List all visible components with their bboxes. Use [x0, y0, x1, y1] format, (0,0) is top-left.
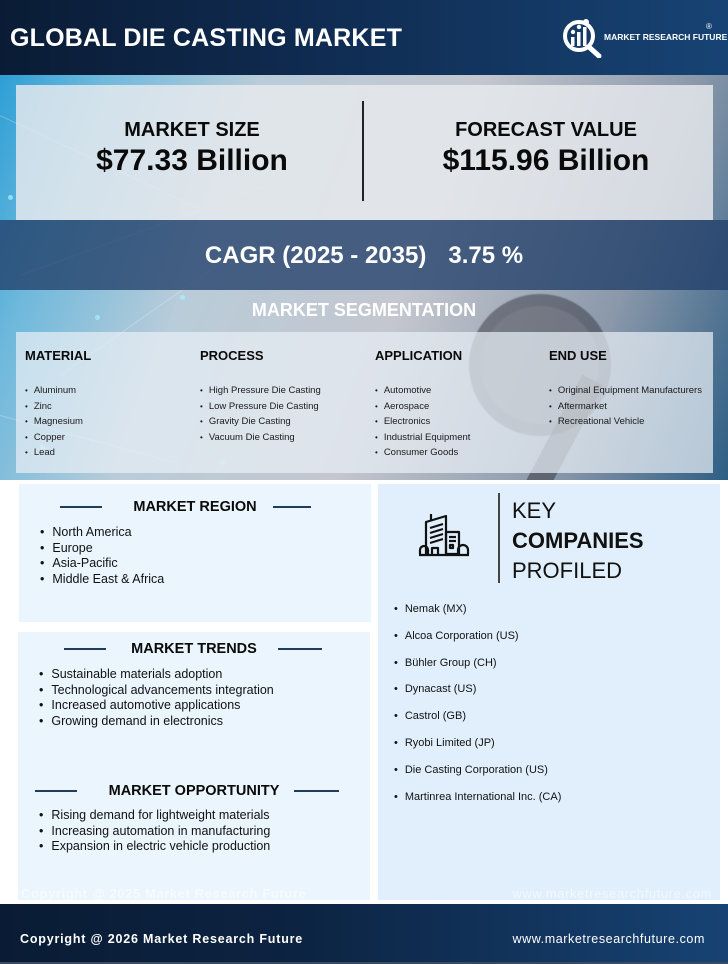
segment-heading: END USE — [549, 348, 607, 363]
company-item: • Die Casting Corporation (US) — [394, 763, 561, 790]
segment-item: • Copper — [25, 430, 195, 446]
cagr-band — [0, 220, 728, 290]
segment-item: • Aluminum — [25, 383, 195, 399]
watermark-url: www.marketresearchfuture.com — [512, 886, 712, 901]
segment-list — [200, 383, 370, 445]
key-companies-panel — [378, 484, 720, 900]
company-item: • Martinrea International Inc. (CA) — [394, 790, 561, 817]
key-title-line: COMPANIES — [512, 528, 644, 553]
segment-item: • Gravity Die Casting — [200, 414, 370, 430]
forecast-value: $115.96 Billion — [442, 144, 650, 177]
region-list — [40, 525, 164, 587]
cagr-label: CAGR (2025 - 2035) — [204, 242, 427, 269]
segment-item: • Vacuum Die Casting — [200, 430, 370, 446]
stats-box — [16, 85, 713, 220]
segment-item: • Automotive — [375, 383, 545, 399]
company-item: • Bühler Group (CH) — [394, 656, 561, 683]
segment-item: • High Pressure Die Casting — [200, 383, 370, 399]
segment-item: • Aerospace — [375, 399, 545, 415]
trend-item: • Increased automotive applications — [39, 698, 274, 714]
segment-item: • Industrial Equipment — [375, 430, 545, 446]
trend-item: • Growing demand in electronics — [39, 714, 274, 730]
segment-item: • Lead — [25, 445, 195, 461]
opportunity-item: • Expansion in electric vehicle production — [39, 839, 270, 855]
market-region-title: MARKET REGION — [133, 499, 257, 515]
building-icon — [418, 510, 474, 562]
segment-heading: PROCESS — [200, 348, 264, 363]
key-companies-divider — [498, 493, 500, 583]
segment-item: • Low Pressure Die Casting — [200, 399, 370, 415]
segment-item: • Zinc — [25, 399, 195, 415]
segment-heading: APPLICATION — [375, 348, 463, 363]
segment-list — [549, 383, 714, 430]
registered-mark: ® — [706, 22, 712, 31]
heading-rule — [278, 648, 322, 650]
heading-rule — [294, 790, 339, 792]
segment-item: • Electronics — [375, 414, 545, 430]
company-item: • Ryobi Limited (JP) — [394, 736, 561, 763]
cagr-value: 3.75 % — [448, 242, 524, 269]
region-item: • Middle East & Africa — [40, 572, 164, 588]
stats-divider — [362, 101, 364, 201]
company-item: • Castrol (GB) — [394, 709, 561, 736]
network-dot-decoration — [8, 195, 13, 200]
market-size-stat — [22, 119, 362, 178]
mrf-logo[interactable] — [562, 18, 728, 58]
company-item: • Dynacast (US) — [394, 682, 561, 709]
market-opportunity-title: MARKET OPPORTUNITY — [108, 783, 280, 799]
region-item: • North America — [40, 525, 164, 541]
segment-item: • Recreational Vehicle — [549, 414, 714, 430]
segment-end-use — [549, 348, 714, 430]
trends-list — [39, 667, 274, 729]
segment-process — [200, 348, 370, 445]
segment-list — [375, 383, 545, 461]
footer — [0, 904, 728, 964]
forecast-value-stat — [376, 119, 716, 178]
segment-application — [375, 348, 545, 461]
footer-website-link[interactable]: www.marketresearchfuture.com — [512, 932, 705, 946]
heading-rule — [273, 506, 311, 508]
segment-item: • Original Equipment Manufacturers — [549, 383, 714, 399]
watermark-copyright: Copyright @ 2025 Market Research Future — [21, 886, 307, 901]
footer-copyright: Copyright @ 2026 Market Research Future — [20, 932, 304, 946]
hero-section — [0, 75, 728, 480]
segmentation-box — [16, 332, 713, 473]
market-region-panel — [19, 484, 371, 622]
segmentation-title: MARKET SEGMENTATION — [251, 300, 477, 320]
segment-list — [25, 383, 195, 461]
segment-heading: MATERIAL — [25, 348, 92, 363]
opportunity-item: • Rising demand for lightweight materials — [39, 808, 270, 824]
segment-material — [25, 348, 195, 461]
opportunity-list — [39, 808, 270, 855]
company-item: • Alcoa Corporation (US) — [394, 629, 561, 656]
segment-item: • Aftermarket — [549, 399, 714, 415]
segment-item: • Magnesium — [25, 414, 195, 430]
forecast-label: FORECAST VALUE — [455, 119, 637, 141]
logo-text: MARKET RESEARCH FUTURE — [604, 32, 728, 42]
header-banner — [0, 0, 728, 75]
market-size-value: $77.33 Billion — [96, 144, 288, 177]
market-size-label: MARKET SIZE — [124, 119, 260, 141]
region-item: • Asia-Pacific — [40, 556, 164, 572]
key-title-line: KEY — [512, 498, 557, 523]
key-companies-title — [512, 496, 644, 586]
page-title: GLOBAL DIE CASTING MARKET — [10, 24, 403, 52]
segment-item: • Consumer Goods — [375, 445, 545, 461]
companies-list — [394, 602, 561, 816]
trends-opportunity-panel — [18, 632, 370, 900]
logo-magnifier-chart-icon — [562, 18, 604, 58]
opportunity-item: • Increasing automation in manufacturing — [39, 824, 270, 840]
trend-item: • Technological advancements integration — [39, 683, 274, 699]
market-trends-title: MARKET TRENDS — [131, 641, 257, 657]
trend-item: • Sustainable materials adoption — [39, 667, 274, 683]
region-item: • Europe — [40, 541, 164, 557]
company-item: • Nemak (MX) — [394, 602, 561, 629]
key-title-line: PROFILED — [512, 558, 623, 583]
